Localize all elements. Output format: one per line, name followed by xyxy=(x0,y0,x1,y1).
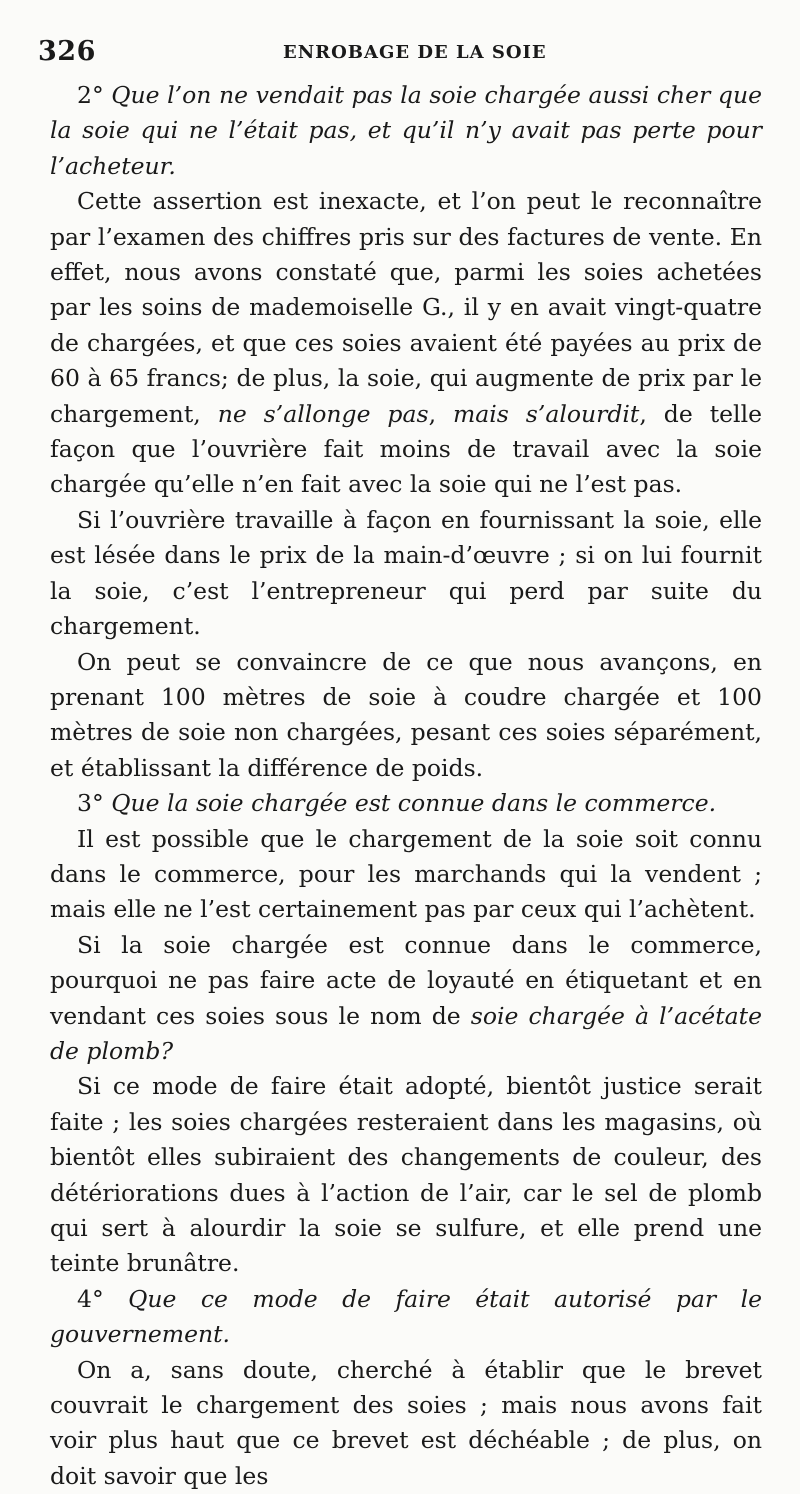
text-segment: On peut se convaincre de ce que nous avançons, en prenant 100 mètres de soie à coudre chargée et 100 mètres de soie non chargées, pesant ces soies séparément, et établissant la différence de poids. xyxy=(50,647,762,782)
point-text: Que la soie chargée est connue dans le commerce. xyxy=(111,789,717,818)
paragraph xyxy=(50,1069,762,1281)
point-number: 4° xyxy=(77,1284,104,1313)
text-segment: Il est possible que le chargement de la soie soit connu dans le commerce, pour les marchands qui la vendent ; mais elle ne l’est certainement pas par ceux qui l’achètent. xyxy=(50,824,762,924)
point-number: 2° xyxy=(77,81,104,109)
text-segment: Si ce mode de faire était adopté, bientôt justice serait faite ; les soies chargées resteraient dans les magasins, où bientôt elles subiraient des changements de couleur, des détériorations dues à l’action de l’air, car le sel de plomb qui sert à alourdir la soie se sulfure, et elle prend une teinte brunâtre. xyxy=(50,1072,762,1278)
text-segment: Cette assertion est inexacte, et l’on peut le reconnaître par l’examen des chiffres pris sur des factures de vente. En effet, nous avons constaté que, parmi les soies achetées par les soins de mademoiselle G., il y en avait vingt-quatre de chargées, et que ces soies avaient été payées au prix de 60 à 65 francs; de plus, la soie, qui augmente de prix par le chargement, xyxy=(50,187,762,428)
point-text: Que ce mode de faire était autorisé par le gouvernement. xyxy=(50,1284,762,1349)
text-segment: , xyxy=(428,399,453,428)
italic-text: mais s’alourdit xyxy=(452,399,640,428)
text-segment: Si la soie chargée est connue dans le commerce, pourquoi ne pas faire acte de loyauté en étiquetant et en vendant ces soies sous le nom de xyxy=(50,930,762,1030)
body-text xyxy=(50,78,762,1494)
numbered-point xyxy=(50,78,762,184)
paragraph xyxy=(50,184,762,503)
running-title: ENROBAGE DE LA SOIE xyxy=(283,42,547,63)
numbered-point xyxy=(50,1282,762,1353)
italic-text: ne s’allonge pas xyxy=(217,399,429,428)
page-header xyxy=(38,36,772,68)
paragraph xyxy=(50,503,762,645)
text-segment: Si l’ouvrière travaille à façon en fournissant la soie, elle est lésée dans le prix de la main-d’œuvre ; si on lui fournit la soie, c’est l’entrepreneur qui perd par suite du chargement. xyxy=(50,505,762,641)
paragraph xyxy=(50,822,762,928)
point-number: 3° xyxy=(77,789,104,818)
paragraph xyxy=(50,1353,762,1494)
paragraph xyxy=(50,645,762,787)
italic-text: soie chargée à l’acétate de plomb? xyxy=(50,1001,762,1065)
numbered-point xyxy=(50,786,762,821)
text-segment: , de telle façon que l’ouvrière fait moins de travail avec la soie chargée qu’elle n’en fait avec la soie qui ne l’est pas. xyxy=(50,399,763,499)
paragraph xyxy=(50,928,762,1070)
point-text: Que l’on ne vendait pas la soie chargée aussi cher que la soie qui ne l’était pas, et qu’il n’y avait pas perte pour l’acheteur. xyxy=(50,81,762,180)
page-number: 326 xyxy=(38,36,96,67)
text-segment: On a, sans doute, cherché à établir que le brevet couvrait le chargement des soies ; mais nous avons fait voir plus haut que ce brevet est déchéable ; de plus, on doit savoir que les xyxy=(50,1355,762,1490)
